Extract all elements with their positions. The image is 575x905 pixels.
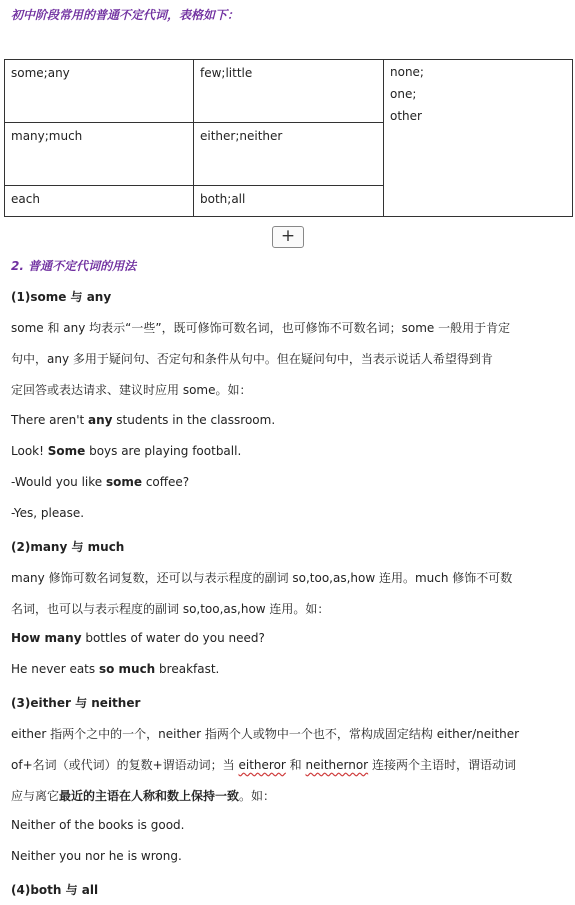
table-cell-merged xyxy=(384,60,573,217)
add-row-button[interactable]: + xyxy=(272,226,304,248)
table-cell: each xyxy=(5,186,194,217)
example-line: -Would you like some coffee? xyxy=(11,475,190,489)
paragraph-line: some 和 any 均表示“一些”，既可修饰可数名词，也可修饰不可数名词；some 一般用于肯定 xyxy=(11,321,511,335)
table-cell: both;all xyxy=(194,186,384,217)
paragraph-line: many 修饰可数名词复数，还可以与表示程度的副词 so,too,as,how 连用。much 修饰不可数 xyxy=(11,571,513,585)
paragraph-line: of+名词（或代词）的复数+谓语动词；当 eitheror 和 neithernor 连接两个主语时，谓语动词 xyxy=(11,758,516,772)
example-line: How many bottles of water do you need? xyxy=(11,631,265,645)
example-line: Neither you nor he is wrong. xyxy=(11,849,182,863)
subsection-title: (3)either 与 neither xyxy=(11,696,141,710)
table-cell-line: none; xyxy=(390,65,424,79)
subsection-title: (2)many 与 much xyxy=(11,540,125,554)
paragraph-line: 句中，any 多用于疑问句、否定句和条件从句中。但在疑问句中，当表示说话人希望得到肯 xyxy=(11,352,493,366)
subsection-title: (1)some 与 any xyxy=(11,290,112,304)
table-cell: some;any xyxy=(5,60,194,123)
paragraph-line: 应与离它最近的主语在人称和数上保持一致。如： xyxy=(11,789,276,803)
table-cell: many;much xyxy=(5,123,194,186)
paragraph-line: 名词，也可以与表示程度的副词 so,too,as,how 连用。如： xyxy=(11,602,330,616)
subsection-title: (4)both 与 all xyxy=(11,883,99,897)
example-line: -Yes, please. xyxy=(11,506,85,520)
paragraph-line: either 指两个之中的一个，neither 指两个人或物中一个也不，常构成固定结构 either/neither xyxy=(11,727,520,741)
example-line: He never eats so much breakfast. xyxy=(11,662,220,676)
table-cell: few;little xyxy=(194,60,384,123)
pronoun-table xyxy=(4,59,573,217)
table-cell-line: other xyxy=(390,109,422,123)
example-line: There aren't any students in the classroom. xyxy=(11,413,276,427)
section-heading: 2. 普通不定代词的用法 xyxy=(11,259,137,273)
example-line: Look! Some boys are playing football. xyxy=(11,444,242,458)
table-cell: either;neither xyxy=(194,123,384,186)
intro-heading: 初中阶段常用的普通不定代词，表格如下： xyxy=(11,8,240,22)
example-line: Neither of the books is good. xyxy=(11,818,185,832)
table-cell-line: one; xyxy=(390,87,417,101)
paragraph-line: 定回答或表达请求、建议时应用 some。如： xyxy=(11,383,252,397)
